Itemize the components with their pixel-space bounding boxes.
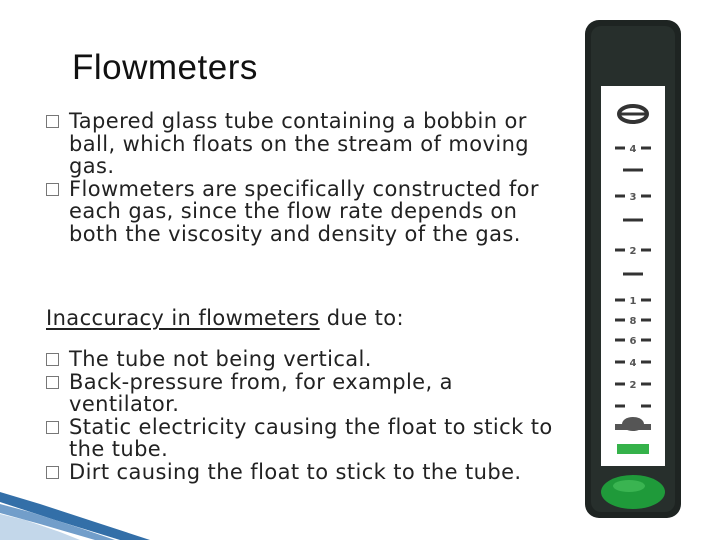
bullet-text: Tapered glass tube containing a bobbin or ball, which floats on the stream of moving gas. (69, 109, 530, 178)
scale-label: 3 (629, 192, 637, 203)
flowmeter-tube (601, 86, 665, 466)
intro-bullet-list (46, 110, 566, 245)
flowmeter-float (617, 444, 649, 454)
bullet-item (46, 110, 566, 178)
scale-label: 8 (629, 316, 637, 327)
scale-label: 4 (629, 144, 637, 155)
cause-bullet-list (46, 348, 566, 483)
subheading-rest: due to: (319, 306, 404, 330)
bullet-box-icon (46, 466, 59, 479)
slide-title: Flowmeters (72, 48, 258, 87)
scale-label: 1 (629, 296, 637, 307)
bullet-box-icon (46, 115, 59, 128)
bullet-item (46, 416, 566, 461)
bullet-item (46, 178, 566, 246)
subheading (46, 306, 404, 330)
bullet-text: Dirt causing the float to stick to the tube. (69, 459, 522, 484)
control-knob-icon (601, 475, 665, 509)
scale-label: 6 (629, 336, 637, 347)
flowmeter-illustration (583, 20, 683, 520)
subheading-underlined: Inaccuracy in flowmeters (46, 306, 320, 330)
scale-label: 2 (629, 246, 637, 257)
bullet-item (46, 461, 566, 484)
bullet-box-icon (46, 183, 59, 196)
bullet-text: Flowmeters are specifically constructed for each gas, since the flow rate depends on both the viscosity and density of the gas. (69, 176, 539, 246)
bullet-item (46, 371, 566, 416)
bullet-box-icon (46, 353, 59, 366)
bullet-text: Back-pressure from, for example, a ventilator. (69, 369, 453, 416)
bullet-item (46, 348, 566, 371)
scale-label: 4 (629, 358, 637, 369)
bullet-box-icon (46, 376, 59, 389)
bullet-text: Static electricity causing the float to stick to the tube. (69, 414, 553, 461)
bullet-box-icon (46, 421, 59, 434)
bullet-text: The tube not being vertical. (69, 347, 372, 371)
scale-label: 2 (629, 380, 637, 391)
